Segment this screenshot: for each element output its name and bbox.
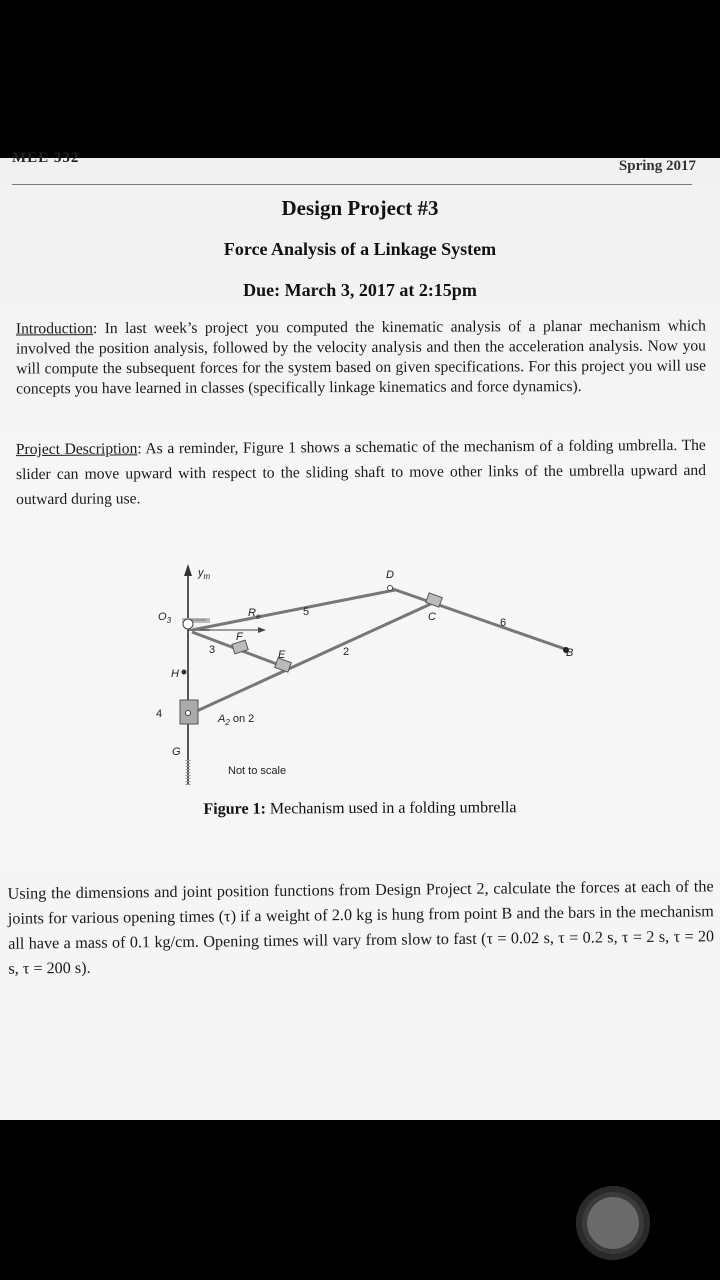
label-link-4: 4 [156,708,163,720]
label-d: D [386,569,394,581]
label-link-3: 3 [209,644,216,656]
semester: Spring 2017 [618,158,696,174]
task-paragraph: Using the dimensions and joint position functions from Design Project 2, calculate the forces at each of the joints for various opening times (τ) if a weight of 2.0 kg is hung from point B and the bars in the mechanism all have a mass of 0.1 kg/cm. Opening times will vary from slow to fast (τ = 0.02 s, τ = 0.2 s, τ = 2 s, τ = 20 s, τ = 200 s). [7,877,715,978]
document-page [0,150,720,1120]
label-link-5: 5 [303,606,310,618]
mechanism-figure [140,560,574,800]
introduction-heading: Introduction [15,320,94,338]
label-link-6: 6 [500,617,507,629]
label-h: H [171,668,179,680]
due-date: Due: March 3, 2017 at 2:15pm [243,280,477,300]
course-code: MEE 332 [12,150,80,166]
label-f: F [236,631,243,643]
project-title: Design Project #3 [281,196,439,220]
introduction-paragraph [16,316,706,399]
figure-caption-text: Mechanism used in a folding umbrella [265,799,517,818]
label-a2: $A_2$ on 2 [218,713,255,727]
figure-caption-label: Figure 1: [203,800,266,818]
figure-caption [0,798,720,820]
label-b: B [566,647,574,659]
project-description-text: : As a reminder, Figure 1 shows a schematic of the mechanism of a folding umbrella. The slider can move upward with respect to the sliding shaft to move other links of the umbrella upward and outward during use. [15,436,707,509]
home-button[interactable] [576,1186,650,1260]
label-e: E [278,649,286,661]
project-description-paragraph [16,433,706,512]
introduction-text: : In last week’s project you computed the kinematic analysis of a planar mechanism which involved the position analysis, followed by the velocity analysis and then the acceleration analysis. Now you will compute the subsequent forces for the system based on given specifications. For this project you will use concepts you have learned in classes (specifically linkage kinematics and force dynamics). [15,317,707,398]
project-description-heading: Project Description [15,440,138,459]
home-button-icon [587,1197,639,1249]
label-c: C [428,611,436,623]
label-ym: $y_m$ [198,567,211,581]
label-o3: $O_3$ [158,611,172,625]
label-g: G [172,746,181,758]
project-subtitle: Force Analysis of a Linkage System [223,239,497,259]
not-to-scale-note: Not to scale [228,765,287,777]
label-link-2: 2 [343,646,350,658]
label-re: $R_e$ [248,607,261,621]
header-rule [12,184,692,185]
